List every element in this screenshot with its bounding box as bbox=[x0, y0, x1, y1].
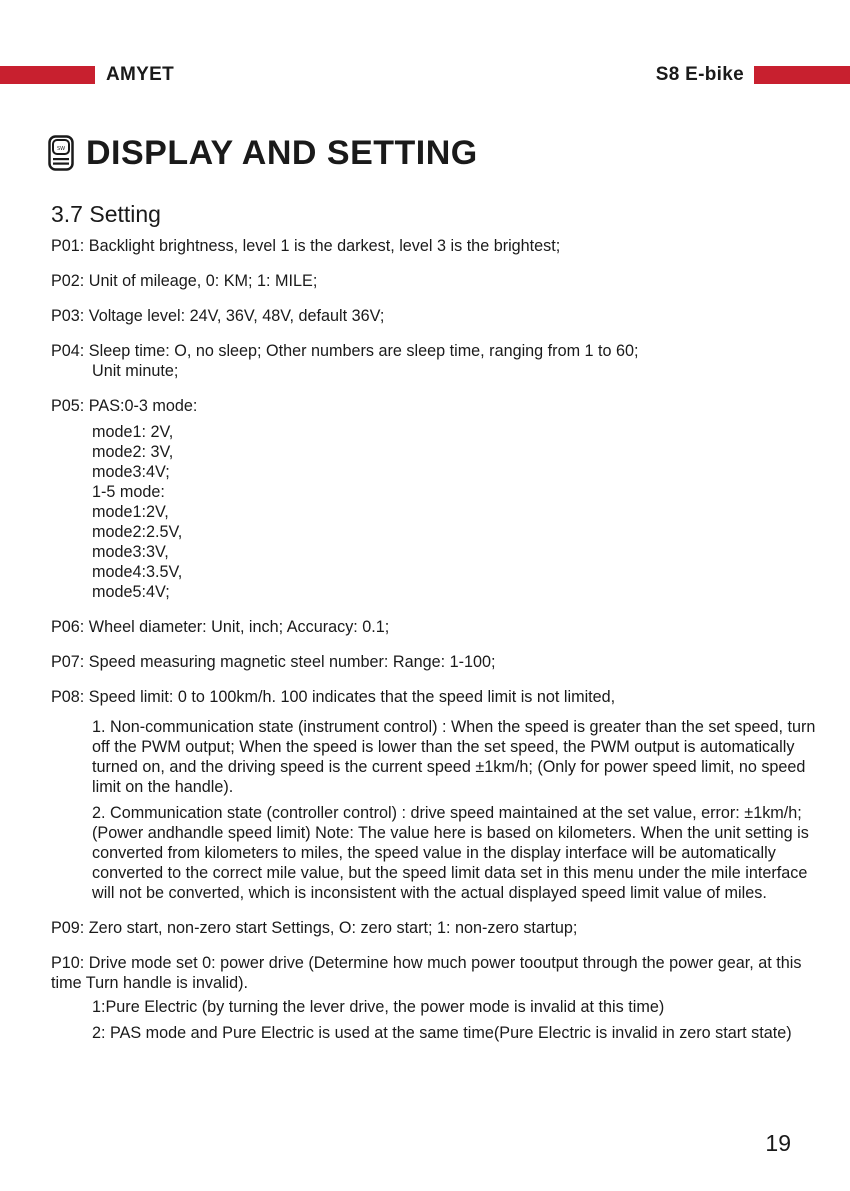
page-number: 19 bbox=[765, 1130, 791, 1156]
pas-mode-line: mode2: 3V, bbox=[92, 443, 174, 461]
setting-p08-line: P08: Speed limit: 0 to 100km/h. 100 indicates that the speed limit is not limited, bbox=[51, 688, 616, 706]
setting-p06: P06: Wheel diameter: Unit, inch; Accuracy: 0.1; bbox=[51, 618, 390, 636]
setting-p08 bbox=[51, 687, 821, 903]
setting-p08-paragraph-1: 1. Non-communication state (instrument control) : When the speed is greater than the set speed, turn off the PWM output; When the speed is lower than the set speed, the PWM output is automatically turned on, and the driving speed is the current speed ±1km/h; (Only for power speed limit, no speed limit on the handle). bbox=[92, 718, 816, 796]
header-brand: AMYET bbox=[106, 64, 174, 85]
setting-p04 bbox=[51, 341, 821, 381]
setting-p10 bbox=[51, 953, 821, 1043]
page-title: DISPLAY AND SETTING bbox=[86, 133, 478, 172]
setting-p04-line1: P04: Sleep time: O, no sleep; Other numbers are sleep time, ranging from 1 to 60; bbox=[51, 342, 639, 360]
setting-p01: P01: Backlight brightness, level 1 is the darkest, level 3 is the brightest; bbox=[51, 237, 561, 255]
setting-p07: P07: Speed measuring magnetic steel number: Range: 1-100; bbox=[51, 653, 496, 671]
pas-mode-line: 1-5 mode: bbox=[92, 483, 165, 501]
setting-p10-paragraph-2: 2: PAS mode and Pure Electric is used at the same time(Pure Electric is invalid in zero start state) bbox=[92, 1024, 792, 1042]
setting-p05 bbox=[51, 396, 821, 602]
pas-mode-list bbox=[51, 422, 821, 602]
header-accent-bar-left bbox=[0, 66, 95, 84]
setting-p09: P09: Zero start, non-zero start Settings, O: zero start; 1: non-zero startup; bbox=[51, 919, 578, 937]
setting-p10-line: P10: Drive mode set 0: power drive (Determine how much power tooutput through the power gear, at this time Turn handle is invalid). bbox=[51, 954, 802, 992]
setting-p08-paragraph-2: 2. Communication state (controller control) : drive speed maintained at the set value, error: ±1km/h; (Power andhandle speed limit) Note: The value here is based on kilometers. When the unit setting is converted from kilometers to miles, the speed value in the display interface will be automatically converted to the correct mile value, but the speed limit data set in this menu under the mile interface will not be converted, which is inconsistent with the actual displayed speed limit value of miles. bbox=[92, 804, 809, 902]
settings-list bbox=[51, 236, 821, 1058]
pas-mode-line: mode3:3V, bbox=[92, 543, 169, 561]
pas-mode-line: mode5:4V; bbox=[92, 583, 170, 601]
svg-text:SW: SW bbox=[56, 146, 66, 152]
setting-p10-paragraph-1: 1:Pure Electric (by turning the lever drive, the power mode is invalid at this time) bbox=[92, 998, 665, 1016]
section-heading: 3.7 Setting bbox=[51, 201, 161, 227]
page-header bbox=[0, 66, 850, 86]
pas-mode-line: mode3:4V; bbox=[92, 463, 170, 481]
pas-mode-line: mode4:3.5V, bbox=[92, 563, 183, 581]
setting-p04-line2: Unit minute; bbox=[92, 362, 179, 380]
pas-mode-line: mode2:2.5V, bbox=[92, 523, 183, 541]
setting-p03: P03: Voltage level: 24V, 36V, 48V, default 36V; bbox=[51, 307, 385, 325]
pas-mode-line: mode1: 2V, bbox=[92, 423, 174, 441]
pas-mode-line: mode1:2V, bbox=[92, 503, 169, 521]
header-accent-bar-right bbox=[754, 66, 850, 84]
page-title-row bbox=[48, 130, 478, 176]
setting-p05-line: P05: PAS:0-3 mode: bbox=[51, 397, 198, 415]
header-model: S8 E-bike bbox=[655, 64, 744, 85]
display-device-icon bbox=[48, 135, 74, 171]
setting-p02: P02: Unit of mileage, 0: KM; 1: MILE; bbox=[51, 272, 318, 290]
